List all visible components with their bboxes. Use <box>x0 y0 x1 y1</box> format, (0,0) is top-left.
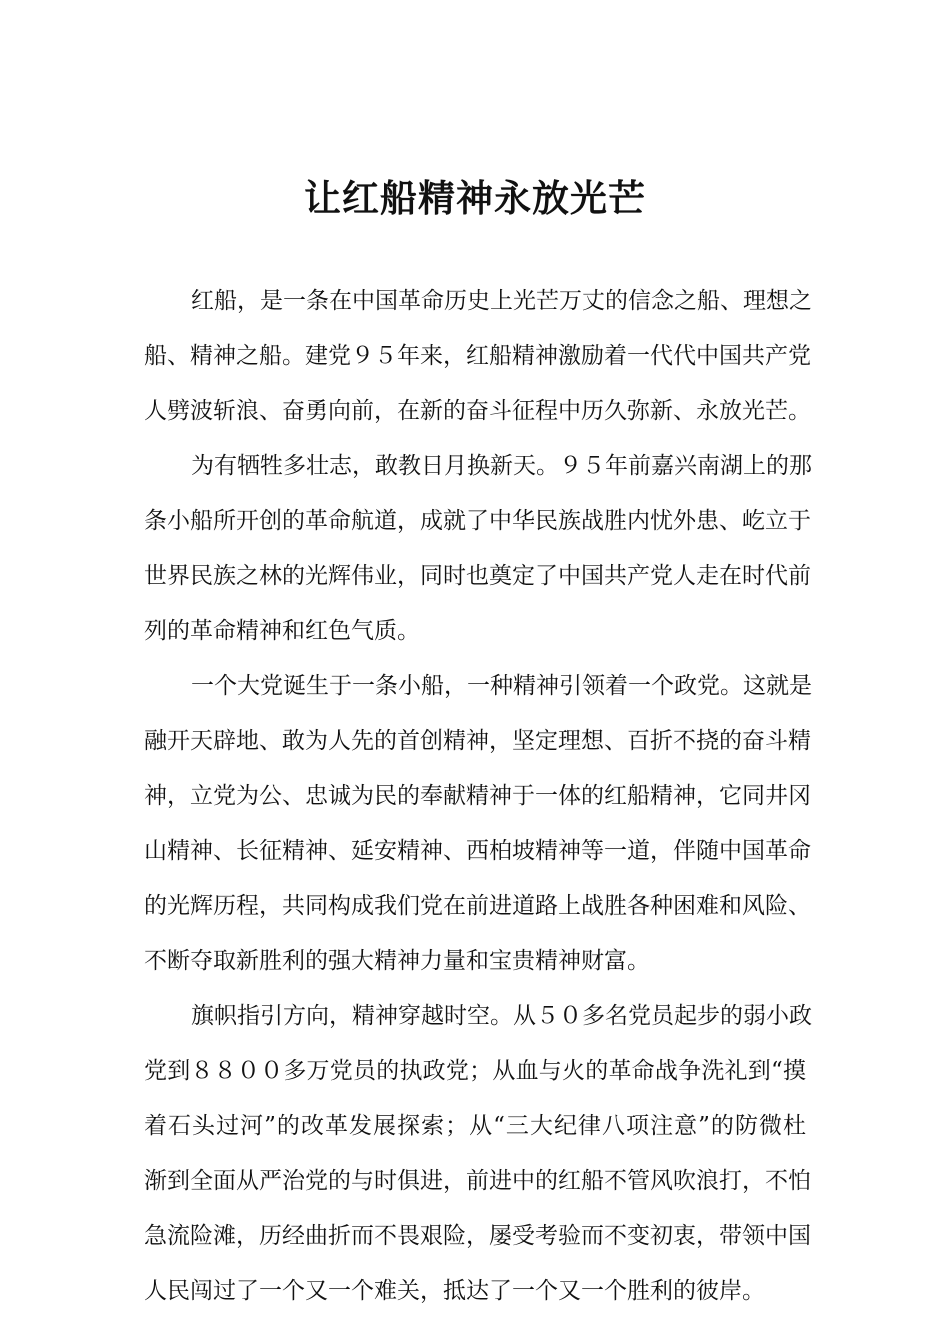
text-line: 船、精神之船。建党９５年来，红船精神激励着一代代中国共产党 <box>144 343 811 369</box>
text-line: 一个大党诞生于一条小船，一种精神引领着一个政党。这就是 <box>191 673 812 699</box>
text-line: 红船，是一条在中国革命历史上光芒万丈的信念之船、理想之 <box>191 288 812 314</box>
text-line: 列的革命精神和红色气质。 <box>144 618 420 644</box>
text-line: 条小船所开创的革命航道，成就了中华民族战胜内忧外患、屹立于 <box>144 508 811 534</box>
text-line: 党到８８００多万党员的执政党；从血与火的革命战争洗礼到“摸 <box>144 1058 806 1084</box>
paragraph-3 <box>144 659 812 989</box>
text-line: 着石头过河”的改革发展探索；从“三大纪律八项注意”的防微杜 <box>144 1113 806 1139</box>
text-line: 融开天辟地、敢为人先的首创精神，坚定理想、百折不挠的奋斗精 <box>144 728 811 754</box>
paragraph-4 <box>144 989 812 1319</box>
text-line: 人劈波斩浪、奋勇向前，在新的奋斗征程中历久弥新、永放光芒。 <box>144 398 811 424</box>
text-line: 旗帜指引方向，精神穿越时空。从５０多名党员起步的弱小政 <box>191 1003 812 1029</box>
text-line: 的光辉历程，共同构成我们党在前进道路上战胜各种困难和风险、 <box>144 893 811 919</box>
document-title: 让红船精神永放光芒 <box>304 176 646 220</box>
text-line: 渐到全面从严治党的与时俱进，前进中的红船不管风吹浪打，不怕 <box>144 1168 811 1194</box>
text-line: 神，立党为公、忠诚为民的奉献精神于一体的红船精神，它同井冈 <box>144 783 811 809</box>
document-body <box>144 274 812 1319</box>
paragraph-2 <box>144 439 812 659</box>
text-line: 人民闯过了一个又一个难关，抵达了一个又一个胜利的彼岸。 <box>144 1278 765 1304</box>
text-line: 不断夺取新胜利的强大精神力量和宝贵精神财富。 <box>144 948 650 974</box>
paragraph-1 <box>144 274 812 439</box>
text-line: 山精神、长征精神、延安精神、西柏坡精神等一道，伴随中国革命 <box>144 838 811 864</box>
text-line: 为有牺牲多壮志，敢教日月换新天。９５年前嘉兴南湖上的那 <box>191 453 812 479</box>
text-line: 急流险滩，历经曲折而不畏艰险，屡受考验而不变初衷，带领中国 <box>144 1223 811 1249</box>
text-line: 世界民族之林的光辉伟业，同时也奠定了中国共产党人走在时代前 <box>144 563 811 589</box>
